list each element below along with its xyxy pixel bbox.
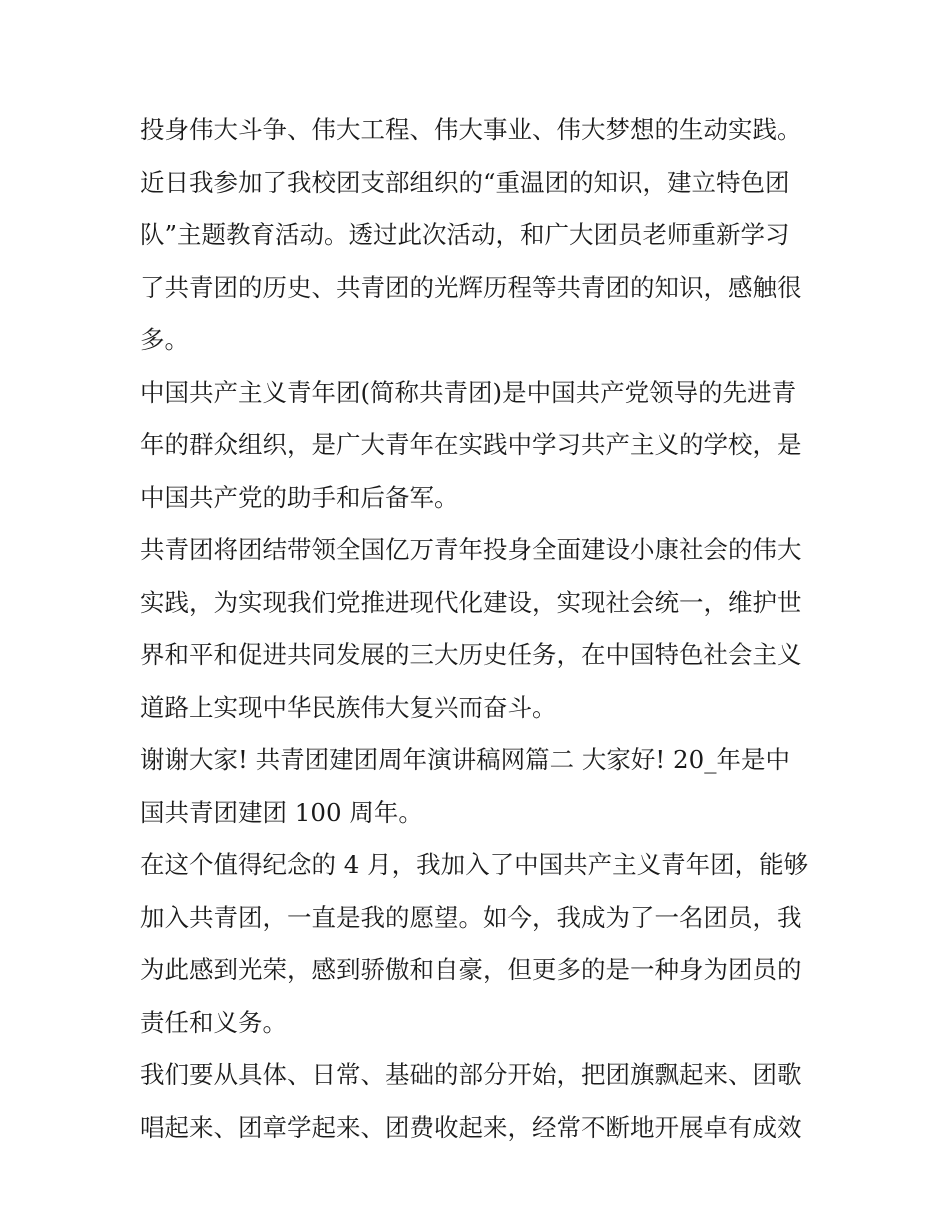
text-line: 谢谢大家! 共青团建团周年演讲稿网篇二 大家好! 20_年是中: [140, 745, 790, 774]
text-line: 界和平和促进共同发展的三大历史任务，在中国特色社会主义: [140, 640, 802, 669]
text-line: 共青团将团结带领全国亿万青年投身全面建设小康社会的伟大: [140, 535, 802, 564]
text-line: 投身伟大斗争、伟大工程、伟大事业、伟大梦想的生动实践。: [140, 115, 802, 144]
text-line: 实践，为实现我们党推进现代化建设，实现社会统一，维护世: [140, 587, 802, 617]
paragraph-7: [140, 1049, 815, 1154]
text-line: 多。: [140, 325, 189, 354]
paragraph-3: [140, 367, 815, 525]
text-line: 了共青团的历史、共青团的光辉历程等共青团的知识，感触很: [140, 272, 802, 302]
text-line: 近日我参加了我校团支部组织的“重温团的知识，建立特色团: [140, 167, 790, 197]
paragraph-6: [140, 839, 815, 1049]
text-line: 国共青团建团 100 周年。: [140, 797, 423, 827]
text-line: 中国共产党的助手和后备军。: [140, 482, 459, 512]
text-line: 在这个值得纪念的 4 月，我加入了中国共产主义青年团，能够: [140, 850, 809, 879]
text-line: 责任和义务。: [140, 1007, 287, 1037]
text-line: 加入共青团，一直是我的愿望。如今，我成为了一名团员，我: [140, 902, 802, 932]
paragraph-5: [140, 734, 815, 839]
text-line: 我们要从具体、日常、基础的部分开始，把团旗飘起来、团歌: [140, 1060, 802, 1089]
text-line: 唱起来、团章学起来、团费收起来，经常不断地开展卓有成效: [140, 1112, 802, 1142]
paragraph-4: [140, 524, 815, 734]
text-line: 为此感到光荣，感到骄傲和自豪，但更多的是一种身为团员的: [140, 955, 802, 984]
paragraph-2: [140, 157, 815, 367]
document-body: [140, 104, 815, 1154]
text-line: 道路上实现中华民族伟大复兴而奋斗。: [140, 692, 557, 722]
text-line: 年的群众组织，是广大青年在实践中学习共产主义的学校，是: [140, 430, 802, 459]
text-line: 中国共产主义青年团(简称共青团)是中国共产党领导的先进青: [140, 377, 797, 407]
text-line: 队”主题教育活动。透过此次活动，和广大团员老师重新学习: [140, 220, 790, 249]
paragraph-1: [140, 104, 815, 157]
